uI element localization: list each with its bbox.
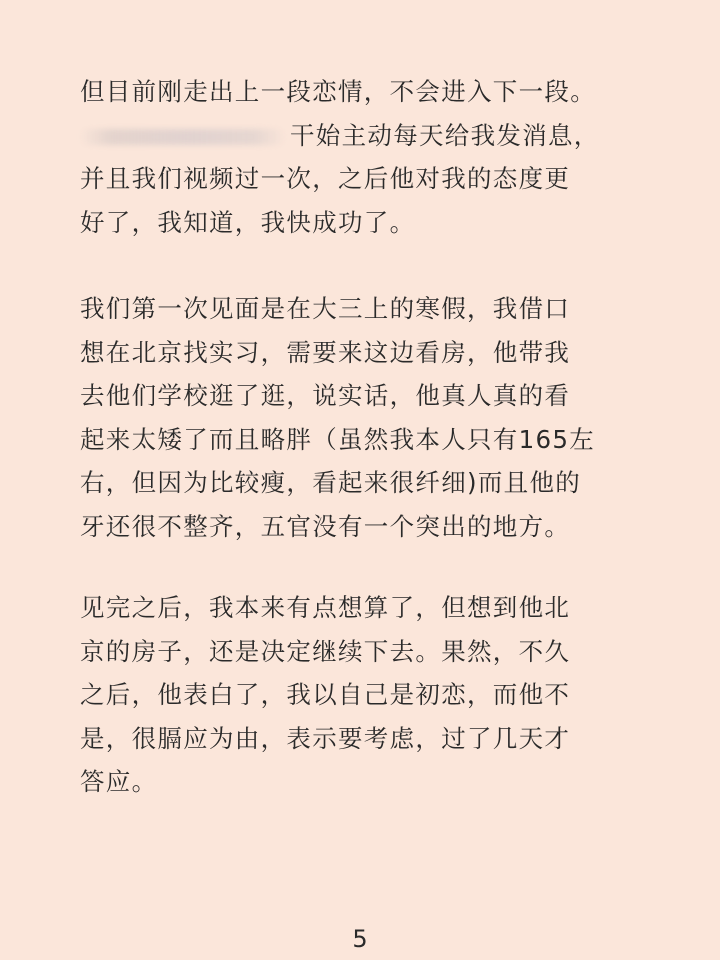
- paragraph-1: [80, 70, 640, 244]
- text-line: 去他们学校逛了逛，说实话，他真人真的看: [80, 381, 571, 410]
- text-line: 见完之后，我本来有点想算了，但想到他北: [80, 593, 571, 622]
- paragraph-2: [80, 287, 640, 548]
- text-line: 起来太矮了而且略胖（虽然我本人只有165左: [80, 424, 596, 454]
- text-line: 答应。: [80, 767, 158, 796]
- text-line: 并且我们视频过一次，之后他对我的态度更: [80, 164, 571, 193]
- text-line: 是，很膈应为由，表示要考虑，过了几天才: [80, 723, 571, 753]
- text-line-remainder: 干始主动每天给我发消息，: [290, 120, 600, 150]
- blurred-redaction: [80, 129, 286, 145]
- text-line: 我们第一次见面是在大三上的寒假，我借口: [80, 294, 571, 323]
- page-number: 5: [352, 925, 368, 953]
- text-line: 好了，我知道，我快成功了。: [80, 207, 416, 237]
- paragraph-3: [80, 586, 640, 804]
- text-line: 右，但因为比较瘦，看起来很纤细)而且他的: [80, 468, 582, 497]
- text-line: 京的房子，还是决定继续下去。果然，不久: [80, 636, 571, 666]
- text-line-with-redaction: [80, 114, 640, 158]
- text-line: 之后，他表白了，我以自己是初恋，而他不: [80, 680, 571, 709]
- text-line: 但目前刚走出上一段恋情，不会进入下一段。: [80, 77, 596, 106]
- text-line: 牙还很不整齐，五官没有一个突出的地方。: [80, 511, 571, 541]
- text-line: 想在北京找实习，需要来这边看房，他带我: [80, 337, 571, 367]
